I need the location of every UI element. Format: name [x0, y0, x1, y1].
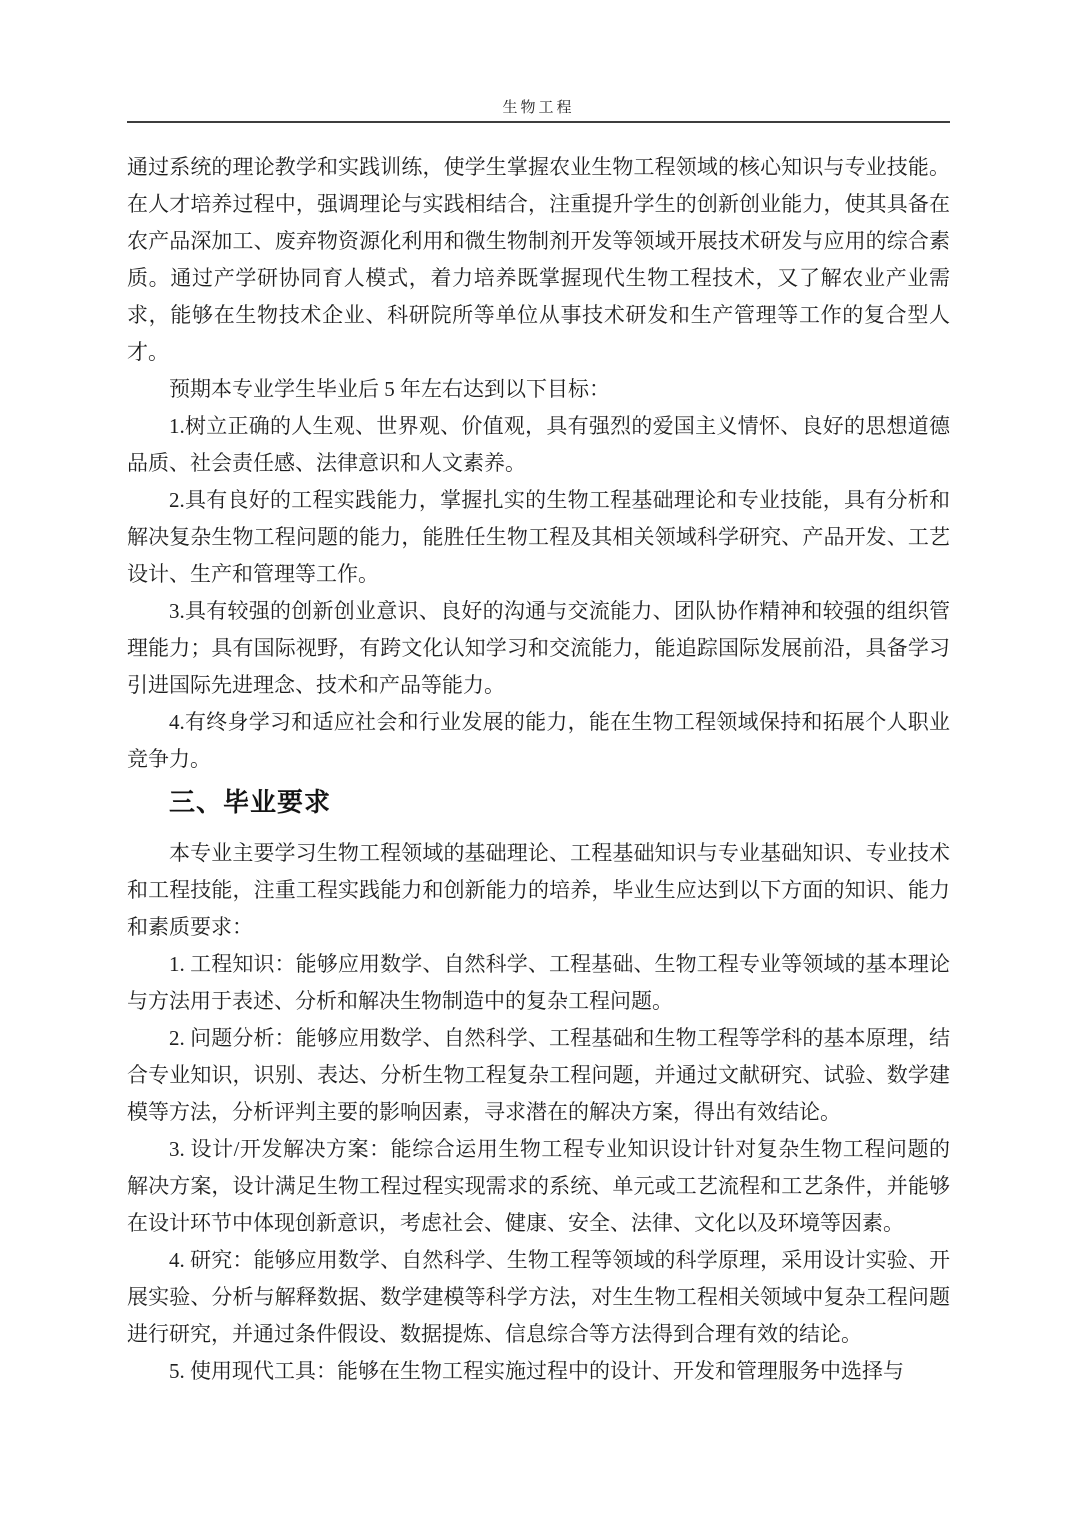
paragraph-requirement-3: 3. 设计/开发解决方案：能综合运用生物工程专业知识设计针对复杂生物工程问题的解决方案，设计满足生物工程过程实现需求的系统、单元或工艺流程和工艺条件，并能够在设计环节中体现创新意识，考虑社会、健康、安全、法律、文化以及环境等因素。: [127, 1137, 950, 1235]
paragraph-requirement-2: 2. 问题分析：能够应用数学、自然科学、工程基础和生物工程等学科的基本原理，结合专业知识，识别、表达、分析生物工程复杂工程问题，并通过文献研究、试验、数学建模等方法，分析评判主要的影响因素，寻求潜在的解决方案，得出有效结论。: [127, 1026, 950, 1124]
paragraph-goal-1: 1.树立正确的人生观、世界观、价值观，具有强烈的爱国主义情怀、良好的思想道德品质、社会责任感、法律意识和人文素养。: [127, 414, 950, 475]
paragraph-intro-continuation: 通过系统的理论教学和实践训练，使学生掌握农业生物工程领域的核心知识与专业技能。在人才培养过程中，强调理论与实践相结合，注重提升学生的创新创业能力，使其具备在农产品深加工、废弃物资源化利用和微生物制剂开发等领域开展技术研发与应用的综合素质。通过产学研协同育人模式，着力培养既掌握现代生物工程技术，又了解农业产业需求，能够在生物技术企业、科研院所等单位从事技术研发和生产管理等工作的复合型人才。: [127, 155, 950, 364]
paragraph-requirement-4: 4. 研究：能够应用数学、自然科学、生物工程等领域的科学原理，采用设计实验、开展实验、分析与解释数据、数学建模等科学方法，对生生物工程相关领域中复杂工程问题进行研究，并通过条件假设、数据提炼、信息综合等方法得到合理有效的结论。: [127, 1248, 950, 1346]
paragraph-goals-lead: 预期本专业学生毕业后 5 年左右达到以下目标：: [169, 377, 610, 401]
paragraph-goal-2: 2.具有良好的工程实践能力，掌握扎实的生物工程基础理论和专业技能，具有分析和解决复杂生物工程问题的能力，能胜任生物工程及其相关领域科学研究、产品开发、工艺设计、生产和管理等工作。: [127, 488, 950, 586]
section-heading-graduation-requirements: 三、毕业要求: [169, 787, 332, 817]
paragraph-goal-3: 3.具有较强的创新创业意识、良好的沟通与交流能力、团队协作精神和较强的组织管理能力；具有国际视野，有跨文化认知学习和交流能力，能追踪国际发展前沿，具备学习引进国际先进理念、技术和产品等能力。: [127, 599, 950, 697]
paragraph-requirement-1: 1. 工程知识：能够应用数学、自然科学、工程基础、生物工程专业等领域的基本理论与方法用于表述、分析和解决生物制造中的复杂工程问题。: [127, 952, 950, 1013]
paragraph-goal-4: 4.有终身学习和适应社会和行业发展的能力，能在生物工程领域保持和拓展个人职业竞争力。: [127, 710, 950, 771]
paragraph-requirements-lead: 本专业主要学习生物工程领域的基础理论、工程基础知识与专业基础知识、专业技术和工程技能，注重工程实践能力和创新能力的培养，毕业生应达到以下方面的知识、能力和素质要求：: [127, 841, 950, 939]
document-body: [127, 123, 950, 1390]
paragraph-requirement-5: 5. 使用现代工具：能够在生物工程实施过程中的设计、开发和管理服务中选择与: [169, 1359, 904, 1383]
running-header: [127, 99, 950, 117]
running-header-title: 生物工程: [502, 100, 575, 116]
